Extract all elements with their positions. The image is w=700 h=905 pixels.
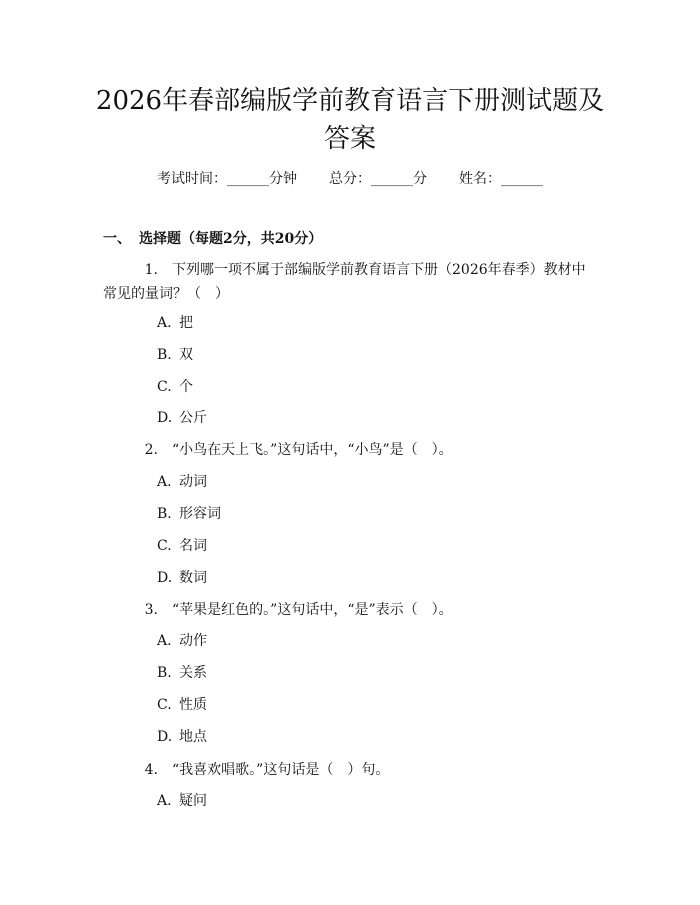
option-letter: C. <box>157 697 172 713</box>
question-text: “我喜欢唱歌。”这句话是（ ）句。 <box>172 762 390 778</box>
option-letter: A. <box>157 793 172 809</box>
question-3-option-d <box>157 727 207 747</box>
exam-meta <box>0 168 700 188</box>
option-text: 性质 <box>179 697 207 713</box>
question-4 <box>103 758 593 782</box>
option-text: 双 <box>179 347 193 363</box>
option-letter: D. <box>157 570 173 586</box>
question-4-option-a <box>157 791 207 811</box>
option-text: 关系 <box>179 665 207 681</box>
question-2 <box>103 438 593 462</box>
option-text: 名词 <box>179 538 207 554</box>
option-letter: D. <box>157 410 173 426</box>
option-letter: A. <box>157 315 172 331</box>
question-number: 3. <box>144 602 158 618</box>
question-1-option-a <box>157 313 193 333</box>
question-2-option-d <box>157 568 207 588</box>
document-title: 2026年春部编版学前教育语言下册测试题及答案 <box>95 86 605 154</box>
student-name-field: 姓名：______ <box>459 171 543 187</box>
section-number: 一、 <box>103 231 131 247</box>
question-text: “苹果是红色的。”这句话中，“是”表示（ ）。 <box>172 602 453 618</box>
question-3 <box>103 598 593 622</box>
option-text: 个 <box>179 379 193 395</box>
exam-time-field: 考试时间：______分钟 <box>157 171 297 187</box>
question-number: 2. <box>144 442 158 458</box>
question-1-option-c <box>157 377 193 397</box>
section-label: 选择题（每题2分，共20分） <box>139 231 323 247</box>
option-letter: B. <box>157 665 172 681</box>
option-text: 动作 <box>179 633 207 649</box>
option-letter: A. <box>157 474 172 490</box>
option-text: 动词 <box>179 474 207 490</box>
total-score-field: 总分：______分 <box>329 171 427 187</box>
question-3-option-b <box>157 663 207 683</box>
question-3-option-a <box>157 631 207 651</box>
option-letter: B. <box>157 347 172 363</box>
option-letter: C. <box>157 538 172 554</box>
option-text: 数词 <box>179 570 207 586</box>
option-text: 公斤 <box>179 410 207 426</box>
question-1-option-b <box>157 345 193 365</box>
option-text: 地点 <box>179 729 207 745</box>
section-heading <box>103 228 322 248</box>
option-letter: A. <box>157 633 172 649</box>
option-text: 形容词 <box>179 506 221 522</box>
question-text: “小鸟在天上飞。”这句话中，“小鸟”是（ ）。 <box>172 442 453 458</box>
option-text: 把 <box>179 315 193 331</box>
option-letter: C. <box>157 379 172 395</box>
question-1 <box>103 258 593 306</box>
question-text: 下列哪一项不属于部编版学前教育语言下册（2026年春季）教材中常见的量词？（ ） <box>103 262 586 302</box>
question-3-option-c <box>157 695 207 715</box>
option-letter: D. <box>157 729 173 745</box>
question-number: 4. <box>144 762 158 778</box>
option-letter: B. <box>157 506 172 522</box>
question-2-option-c <box>157 536 207 556</box>
question-number: 1. <box>144 262 158 278</box>
question-1-option-d <box>157 408 207 428</box>
question-2-option-b <box>157 504 221 524</box>
question-2-option-a <box>157 472 207 492</box>
option-text: 疑问 <box>179 793 207 809</box>
